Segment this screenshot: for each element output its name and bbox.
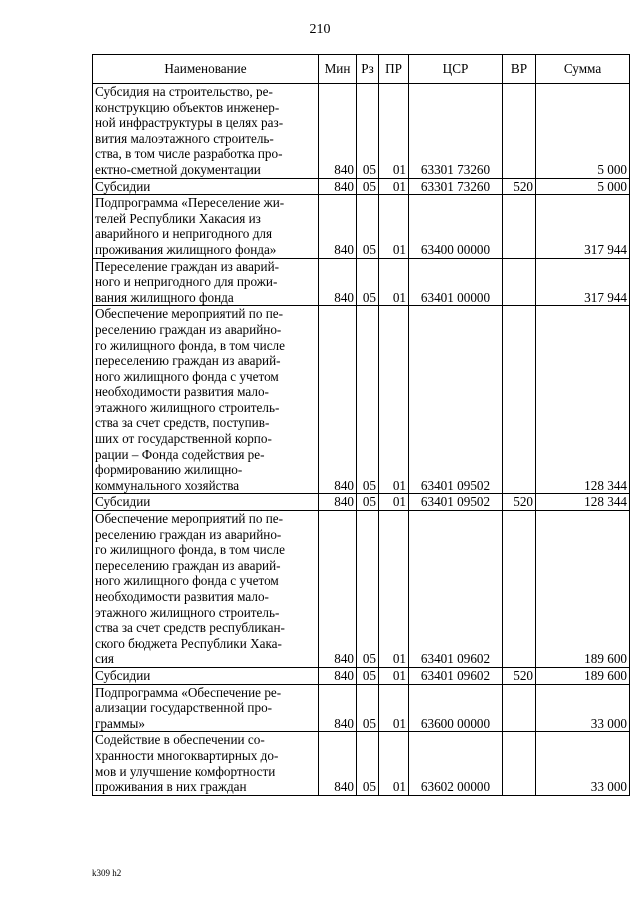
cell-vr: 520	[503, 667, 536, 684]
cell-pr: 01	[379, 306, 409, 494]
cell-sum: 5 000	[536, 84, 630, 179]
cell-name: Обеспечение мероприятий по пе- реселению граждан из аварийно- го жилищного фонда, в том числе переселению граждан из аварий- ного жилищного фонда с учетом необходимости развития мало- этажного жилищного строитель- ства за счет средств республикан- ского бюджета Республики Хака- сия	[93, 511, 319, 668]
cell-rz: 05	[357, 667, 379, 684]
cell-csr: 63401 09502	[409, 306, 503, 494]
cell-csr: 63602 00000	[409, 732, 503, 795]
header-name: Наименование	[93, 55, 319, 84]
table-row	[93, 667, 630, 684]
cell-name: Субсидии	[93, 667, 319, 684]
cell-pr: 01	[379, 258, 409, 306]
header-min: Мин	[319, 55, 357, 84]
cell-csr: 63301 73260	[409, 84, 503, 179]
cell-min: 840	[319, 258, 357, 306]
cell-vr	[503, 84, 536, 179]
cell-min: 840	[319, 732, 357, 795]
cell-vr: 520	[503, 178, 536, 195]
cell-rz: 05	[357, 258, 379, 306]
cell-min: 840	[319, 178, 357, 195]
cell-sum: 33 000	[536, 732, 630, 795]
table-body	[93, 84, 630, 796]
table-row	[93, 84, 630, 179]
cell-name: Подпрограмма «Обеспечение ре- ализации государственной про- граммы»	[93, 684, 319, 732]
cell-pr: 01	[379, 684, 409, 732]
table-row	[93, 178, 630, 195]
cell-csr: 63401 00000	[409, 258, 503, 306]
cell-sum: 5 000	[536, 178, 630, 195]
cell-sum: 317 944	[536, 258, 630, 306]
cell-min: 840	[319, 84, 357, 179]
cell-vr	[503, 195, 536, 258]
cell-vr	[503, 306, 536, 494]
cell-pr: 01	[379, 732, 409, 795]
cell-csr: 63301 73260	[409, 178, 503, 195]
table-header-row	[93, 55, 630, 84]
cell-rz: 05	[357, 494, 379, 511]
header-csr: ЦСР	[409, 55, 503, 84]
cell-csr: 63600 00000	[409, 684, 503, 732]
cell-rz: 05	[357, 732, 379, 795]
cell-vr	[503, 511, 536, 668]
header-pr: ПР	[379, 55, 409, 84]
table-row	[93, 195, 630, 258]
cell-sum: 189 600	[536, 667, 630, 684]
table-row	[93, 684, 630, 732]
cell-name: Переселение граждан из аварий- ного и непригодного для прожи- вания жилищного фонда	[93, 258, 319, 306]
cell-name: Подпрограмма «Переселение жи- телей Республики Хакасия из аварийного и непригодного для проживания жилищного фонда»	[93, 195, 319, 258]
cell-min: 840	[319, 494, 357, 511]
cell-csr: 63401 09502	[409, 494, 503, 511]
table-row	[93, 258, 630, 306]
cell-vr	[503, 732, 536, 795]
cell-sum: 189 600	[536, 511, 630, 668]
cell-pr: 01	[379, 667, 409, 684]
cell-rz: 05	[357, 178, 379, 195]
table-row	[93, 494, 630, 511]
cell-min: 840	[319, 195, 357, 258]
table-row	[93, 732, 630, 795]
table-row	[93, 306, 630, 494]
cell-name: Обеспечение мероприятий по пе- реселению граждан из аварийно- го жилищного фонда, в том числе переселению граждан из аварий- ного жилищного фонда с учетом необходимости развития мало- этажного жилищного строитель- ства за счет средств, поступив- ших от государственной корпо- рации – Фонда содействия ре- формированию жилищно- коммунального хозяйства	[93, 306, 319, 494]
cell-name: Субсидии	[93, 178, 319, 195]
cell-sum: 128 344	[536, 494, 630, 511]
cell-csr: 63400 00000	[409, 195, 503, 258]
cell-rz: 05	[357, 84, 379, 179]
cell-min: 840	[319, 684, 357, 732]
header-sum: Сумма	[536, 55, 630, 84]
header-rz: Рз	[357, 55, 379, 84]
cell-sum: 317 944	[536, 195, 630, 258]
budget-table	[92, 54, 630, 796]
cell-pr: 01	[379, 195, 409, 258]
cell-sum: 128 344	[536, 306, 630, 494]
cell-rz: 05	[357, 684, 379, 732]
cell-csr: 63401 09602	[409, 667, 503, 684]
cell-sum: 33 000	[536, 684, 630, 732]
cell-min: 840	[319, 667, 357, 684]
cell-min: 840	[319, 306, 357, 494]
cell-pr: 01	[379, 511, 409, 668]
cell-pr: 01	[379, 178, 409, 195]
header-vr: ВР	[503, 55, 536, 84]
page-number: 210	[309, 22, 331, 37]
cell-rz: 05	[357, 511, 379, 668]
cell-csr: 63401 09602	[409, 511, 503, 668]
cell-name: Субсидия на строительство, ре- конструкцию объектов инженер- ной инфраструктуры в целях раз- вития малоэтажного строитель- ства, в том числе разработка про- ектно-сметной документации	[93, 84, 319, 179]
cell-name: Содействие в обеспечении со- хранности многоквартирных до- мов и улучшение комфортности проживания в них граждан	[93, 732, 319, 795]
cell-rz: 05	[357, 306, 379, 494]
cell-min: 840	[319, 511, 357, 668]
cell-vr	[503, 258, 536, 306]
cell-pr: 01	[379, 84, 409, 179]
footer-code: k309 h2	[92, 868, 122, 878]
cell-vr	[503, 684, 536, 732]
cell-rz: 05	[357, 195, 379, 258]
table-row	[93, 511, 630, 668]
cell-name: Субсидии	[93, 494, 319, 511]
cell-pr: 01	[379, 494, 409, 511]
cell-vr: 520	[503, 494, 536, 511]
